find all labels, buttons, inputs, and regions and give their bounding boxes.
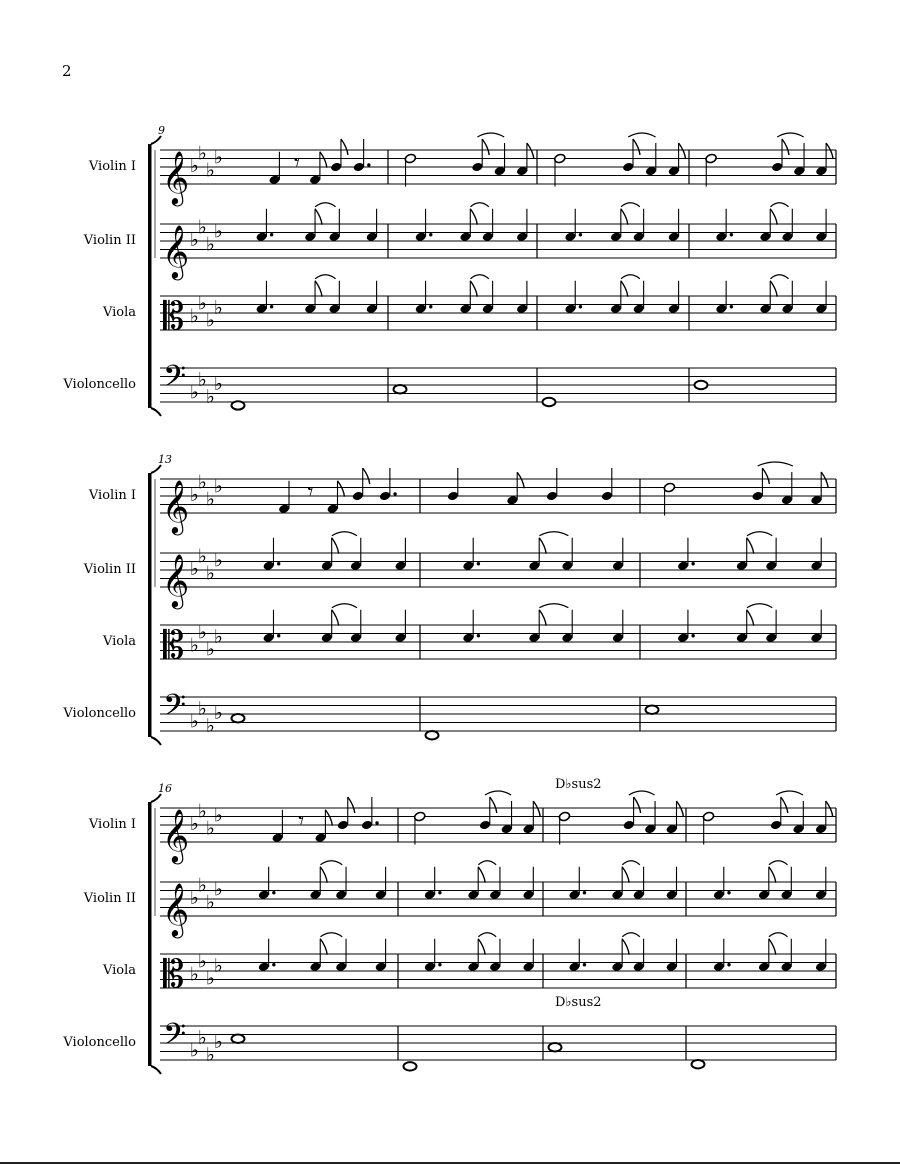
note-flag (633, 139, 640, 155)
flat-icon: ♭ (198, 216, 207, 239)
dot (730, 233, 733, 236)
flat-icon: ♭ (190, 484, 199, 506)
note-flag (769, 867, 776, 883)
slur (485, 791, 511, 795)
flat-icon: ♭ (214, 804, 223, 827)
chord-symbol: D♭sus2 (555, 995, 602, 1010)
bass-clef-icon: 𝄢 (163, 689, 187, 730)
slur (621, 275, 640, 279)
measure-number: 13 (158, 453, 172, 466)
flat-icon: ♭ (198, 545, 207, 568)
instrument-label: Violin II (83, 891, 136, 906)
whole-note (426, 731, 439, 739)
flat-icon: ♭ (214, 549, 223, 572)
note-flag (478, 867, 485, 883)
note-flag (677, 801, 684, 817)
dot (583, 963, 586, 966)
dot (429, 305, 432, 308)
slur (628, 133, 655, 137)
flat-icon: ♭ (190, 305, 199, 328)
treble-clef-icon: 𝄞 (162, 150, 190, 204)
flat-icon: ♭ (214, 220, 223, 243)
note-flag (325, 810, 332, 826)
slur (320, 933, 342, 937)
note-flag (621, 209, 628, 225)
dot (272, 891, 275, 894)
flat-icon: ♭ (198, 292, 207, 315)
slur (622, 933, 639, 937)
note-flag (517, 472, 524, 488)
flat-icon: ♭ (198, 874, 207, 897)
whole-note (646, 706, 659, 714)
slur (747, 604, 772, 608)
flat-icon: ♭ (190, 1039, 199, 1062)
flat-icon: ♭ (198, 950, 207, 973)
slur (770, 275, 788, 279)
whole-note (232, 401, 245, 409)
flat-icon: ♭ (198, 800, 207, 823)
slur (477, 133, 504, 137)
bracket-hook (151, 794, 161, 802)
note-flag (315, 281, 322, 297)
dot (375, 821, 378, 824)
instrument-label: Violin I (88, 488, 136, 503)
bracket-hook (151, 408, 161, 416)
eighth-rest-icon: 𝄾 (298, 809, 305, 834)
flat-icon: ♭ (190, 558, 199, 580)
note-flag (747, 538, 754, 554)
flat-icon: ♭ (206, 562, 215, 585)
note-flag (782, 139, 789, 155)
note-flag (363, 468, 370, 484)
eighth-rest-icon: 𝄾 (307, 480, 314, 505)
flat-icon: ♭ (214, 954, 223, 977)
system-bracket (148, 802, 152, 1066)
flat-icon: ♭ (198, 368, 207, 391)
note-flag (482, 139, 489, 155)
alto-clef-icon: 𝄡 (163, 294, 185, 338)
whole-note (232, 714, 245, 722)
whole-note (404, 1062, 417, 1070)
treble-clef-icon: 𝄞 (162, 553, 190, 607)
flat-icon: ♭ (190, 381, 199, 404)
bracket-hook (151, 465, 161, 473)
flat-icon: ♭ (206, 159, 215, 182)
slur (470, 275, 488, 279)
dot (438, 891, 441, 894)
slur (478, 933, 496, 937)
flat-icon: ♭ (206, 233, 215, 256)
dot (429, 233, 432, 236)
note-flag (470, 209, 477, 225)
system-bracket (148, 473, 152, 737)
note-flag (533, 801, 540, 817)
measure-number: 16 (158, 782, 172, 795)
dot (270, 233, 273, 236)
whole-note (232, 1035, 245, 1043)
slur (332, 532, 357, 536)
whole-note (543, 398, 556, 406)
whole-note (394, 385, 407, 393)
flat-icon: ♭ (190, 887, 199, 909)
instrument-label: Violoncello (63, 706, 136, 721)
note-flag (621, 281, 628, 297)
flat-icon: ♭ (206, 638, 215, 661)
bracket-hook (151, 1066, 161, 1074)
bracket-hook (151, 737, 161, 745)
flat-icon: ♭ (214, 702, 223, 724)
note-flag (527, 143, 534, 159)
flat-icon: ♭ (214, 625, 223, 648)
eighth-rest-icon: 𝄾 (294, 151, 300, 176)
slur (320, 861, 342, 865)
dot (393, 492, 396, 495)
note-flag (770, 281, 777, 297)
note-flag (338, 481, 345, 497)
note-flag (622, 939, 629, 955)
slur (769, 933, 788, 937)
flat-icon: ♭ (206, 385, 215, 408)
slur (332, 604, 357, 608)
note-flag (332, 538, 339, 554)
note-flag (781, 797, 788, 813)
flat-icon: ♭ (206, 488, 215, 511)
note-flag (539, 538, 546, 554)
note-flag (826, 801, 833, 817)
dot (727, 963, 730, 966)
flat-icon: ♭ (190, 963, 199, 986)
note-flag (762, 468, 769, 484)
flat-icon: ♭ (198, 142, 207, 165)
note-flag (747, 610, 754, 626)
flat-icon: ♭ (198, 1026, 207, 1049)
flat-icon: ♭ (206, 891, 215, 914)
bass-clef-icon: 𝄢 (163, 1018, 187, 1059)
note-flag (679, 143, 686, 159)
dot (691, 634, 694, 637)
flat-icon: ♭ (206, 817, 215, 840)
note-flag (320, 939, 327, 955)
flat-icon: ♭ (198, 621, 207, 644)
note-flag (478, 939, 485, 955)
instrument-label: Violin II (83, 562, 136, 577)
slur (470, 203, 488, 207)
chord-symbol: D♭sus2 (555, 777, 602, 792)
flat-icon: ♭ (198, 697, 207, 720)
dot (367, 163, 370, 166)
whole-note (692, 1060, 705, 1068)
note-flag (539, 610, 546, 626)
dot (579, 305, 582, 308)
instrument-label: Violoncello (63, 1035, 136, 1050)
bracket-hook (151, 136, 161, 144)
treble-clef-icon: 𝄞 (162, 808, 190, 862)
system-bracket (148, 144, 152, 408)
treble-clef-icon: 𝄞 (162, 882, 190, 936)
treble-clef-icon: 𝄞 (162, 224, 190, 278)
flat-icon: ♭ (190, 710, 199, 733)
dot (579, 233, 582, 236)
note-flag (320, 152, 327, 168)
note-flag (341, 139, 348, 155)
dot (477, 634, 480, 637)
flat-icon: ♭ (198, 471, 207, 494)
slur (315, 275, 335, 279)
flat-icon: ♭ (190, 634, 199, 657)
dot (583, 891, 586, 894)
flat-icon: ♭ (206, 714, 215, 737)
flat-icon: ♭ (214, 878, 223, 901)
slur (769, 861, 788, 865)
flat-icon: ♭ (190, 229, 199, 251)
slur (622, 861, 639, 865)
whole-note (695, 381, 708, 389)
dot (727, 891, 730, 894)
note-flag (490, 797, 497, 813)
flat-icon: ♭ (214, 146, 223, 169)
note-flag (821, 472, 828, 488)
flat-icon: ♭ (206, 1043, 215, 1066)
treble-clef-icon: 𝄞 (162, 479, 190, 533)
note-flag (470, 281, 477, 297)
flat-icon: ♭ (206, 309, 215, 332)
flat-icon: ♭ (190, 155, 199, 177)
dot (277, 562, 280, 565)
instrument-label: Violin I (88, 817, 136, 832)
note-flag (770, 209, 777, 225)
note-flag (622, 867, 629, 883)
dot (277, 634, 280, 637)
measure-number: 9 (158, 124, 165, 137)
instrument-label: Violin II (83, 233, 136, 248)
dot (438, 963, 441, 966)
slur (758, 462, 793, 466)
instrument-label: Violoncello (63, 377, 136, 392)
note-flag (320, 867, 327, 883)
flat-icon: ♭ (214, 475, 223, 498)
alto-clef-icon: 𝄡 (163, 623, 185, 667)
instrument-label: Violin I (88, 159, 136, 174)
flat-icon: ♭ (206, 967, 215, 990)
note-flag (332, 610, 339, 626)
instrument-label: Viola (102, 963, 136, 978)
note-flag (315, 209, 322, 225)
slur (777, 133, 803, 137)
flat-icon: ♭ (214, 1031, 223, 1053)
slur (776, 791, 803, 795)
bass-clef-icon: 𝄢 (163, 360, 187, 401)
instrument-label: Viola (102, 634, 136, 649)
slur (539, 532, 568, 536)
note-flag (348, 797, 355, 813)
dot (272, 963, 275, 966)
dot (477, 562, 480, 565)
slur (621, 203, 640, 207)
whole-note (549, 1043, 562, 1051)
slur (747, 532, 772, 536)
alto-clef-icon: 𝄡 (163, 952, 185, 996)
flat-icon: ♭ (190, 813, 199, 835)
dot (691, 562, 694, 565)
slur (770, 203, 788, 207)
note-flag (826, 143, 833, 159)
instrument-label: Viola (102, 305, 136, 320)
flat-icon: ♭ (214, 296, 223, 319)
note-flag (769, 939, 776, 955)
dot (270, 305, 273, 308)
dot (730, 305, 733, 308)
slur (629, 791, 655, 795)
flat-icon: ♭ (214, 373, 223, 395)
note-flag (634, 797, 641, 813)
slur (478, 861, 496, 865)
slur (539, 604, 568, 608)
page-number: 2 (62, 62, 72, 80)
slur (315, 203, 335, 207)
